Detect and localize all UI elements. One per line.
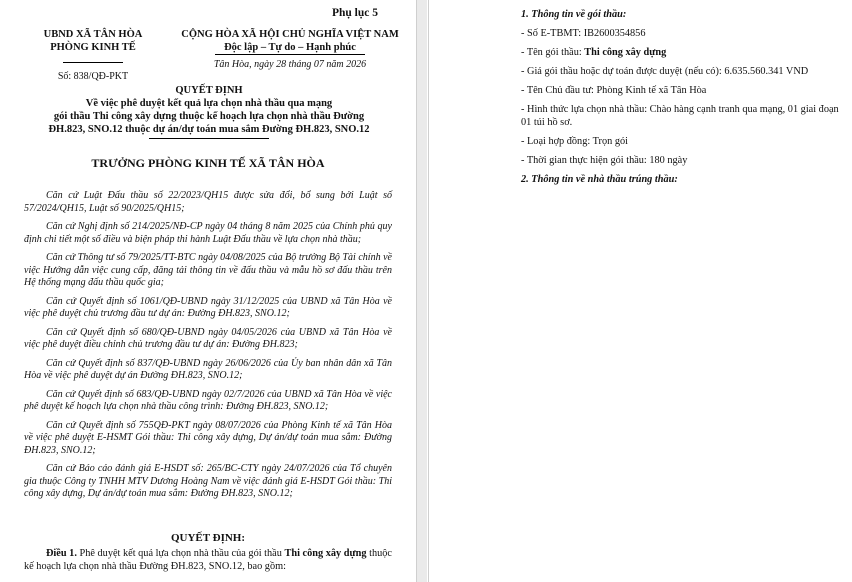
- document-date: Tân Hòa, ngày 28 tháng 07 năm 2026: [213, 59, 367, 70]
- article-1: [24, 547, 392, 573]
- page-separator: [417, 0, 427, 582]
- document-page-right: [428, 0, 852, 582]
- issuing-authority: TRƯỞNG PHÒNG KINH TẾ XÃ TÂN HÒA: [91, 156, 325, 170]
- selection-method: - Hình thức lựa chọn nhà thầu: Chào hàng cạnh tranh qua mạng, 01 giai đoạn 01 túi hồ sơ.: [521, 104, 839, 128]
- package-name-value: Thi công xây dựng: [584, 47, 667, 58]
- decision-subject-line-1: Về việc phê duyệt kết quả lựa chọn nhà thầu qua mạng: [85, 98, 333, 109]
- document-page-left: [0, 0, 417, 582]
- section-package-info-heading: 1. Thông tin về gói thầu:: [521, 9, 627, 20]
- article-1-text-a: Phê duyệt kết quả lựa chọn nhà thầu của gói thầu: [76, 548, 285, 559]
- motto-underline: [215, 54, 365, 55]
- package-name: [521, 46, 846, 59]
- legal-basis-item: Căn cứ Luật Đấu thầu số 22/2023/QH15 được sửa đổi, bổ sung bởi Luật số 57/2024/QH15, Luật số 90/2025/QH15;: [24, 190, 392, 214]
- tbmt-number: - Số E-TBMT: IB2600354856: [521, 28, 646, 39]
- decision-clause-heading: QUYẾT ĐỊNH:: [170, 532, 246, 544]
- execution-duration: - Thời gian thực hiện gói thầu: 180 ngày: [521, 155, 688, 166]
- legal-basis-item: Căn cứ Báo cáo đánh giá E-HSDT số: 265/BC-CTY ngày 24/07/2026 của Tổ chuyên gia thuộc Công ty TNHH MTV Dương Hoàng Nam về việc đánh giá E-HSDT Gói thầu: Thi công xây dựng, Dự án/dự toán mua sắm: Đường ĐH.823, SNO.12;: [24, 463, 392, 499]
- national-title: CỘNG HÒA XÃ HỘI CHỦ NGHĨA VIỆT NAM: [181, 29, 399, 40]
- legal-basis-item: Căn cứ Quyết định số 683/QĐ-UBND ngày 02/7/2026 của UBND xã Tân Hòa về việc phê duyệt kế hoạch lựa chọn nhà thầu công trình: Đường ĐH.823, SNO.12;: [24, 388, 392, 412]
- agency-line-1: UBND XÃ TÂN HÒA: [43, 29, 143, 40]
- legal-basis-item: Căn cứ Quyết định số 837/QĐ-UBND ngày 26/06/2026 của Ủy ban nhân dân xã Tân Hòa về việc phê duyệt dự án Đường ĐH.823, SNO.12;: [24, 357, 392, 381]
- legal-basis-item: Căn cứ Quyết định số 1061/QĐ-UBND ngày 31/12/2025 của UBND xã Tân Hòa về việc phê duyệt chủ trương đầu tư dự án: Đường ĐH.823, SNO.12;: [24, 295, 392, 319]
- decision-subject-line-2: gói thầu Thi công xây dựng thuộc kế hoạch lựa chọn nhà thầu Đường: [53, 111, 365, 122]
- package-price: - Giá gói thầu hoặc dự toán được duyệt (nếu có): 6.635.560.341 VND: [521, 66, 809, 77]
- article-1-label: Điều 1.: [46, 548, 77, 559]
- package-info: [521, 8, 846, 192]
- article-1-text-b: thuộc kế hoạch lựa chọn nhà thầu Đường ĐH.823, SNO.12, bao gồm:: [24, 548, 392, 572]
- issuing-agency-header: [28, 28, 158, 83]
- agency-line-2: PHÒNG KINH TẾ: [50, 42, 136, 53]
- package-name-label: - Tên gói thầu:: [521, 47, 585, 58]
- legal-basis-item: Căn cứ Nghị định số 214/2025/NĐ-CP ngày 04 tháng 8 năm 2025 của Chính phủ quy định chi tiết một số điều và biện pháp thi hành Luật Đấu thầu về lựa chọn nhà thầu;: [24, 221, 392, 245]
- appendix-label: Phụ lục 5: [331, 7, 378, 19]
- contract-type: - Loại hợp đồng: Trọn gói: [521, 136, 628, 147]
- legal-basis-item: Căn cứ Quyết định số 680/QĐ-UBND ngày 04/05/2026 của UBND xã Tân Hòa về việc phê duyệt điều chỉnh chủ trương đầu tư dự án: Đường ĐH.823;: [24, 326, 392, 350]
- section-winner-info-heading: 2. Thông tin về nhà thầu trúng thầu:: [521, 174, 678, 185]
- investor-name: - Tên Chủ đầu tư: Phòng Kinh tế xã Tân Hòa: [521, 85, 707, 96]
- legal-basis-item: Căn cứ Quyết định số 755QĐ-PKT ngày 08/07/2026 của Phòng Kinh tế xã Tân Hòa về việc phê duyệt E-HSMT Gói thầu: Thi công xây dựng, Dự án/dự toán mua sắm: Đường ĐH.823, SNO.12;: [24, 419, 392, 456]
- decision-heading: QUYẾT ĐỊNH: [175, 85, 243, 96]
- agency-underline: [63, 62, 123, 63]
- decision-title: [14, 84, 404, 139]
- legal-basis-item: Căn cứ Thông tư số 79/2025/TT-BTC ngày 04/08/2025 của Bộ trưởng Bộ Tài chính về việc Hướng dẫn việc cung cấp, đăng tải thông tin về đấu thầu và mẫu hồ sơ đấu thầu trên Hệ thống mạng đấu thầu quốc gia;: [24, 252, 392, 288]
- document-number: Số: 838/QĐ-PKT: [57, 71, 129, 82]
- legal-bases: [24, 190, 392, 507]
- national-motto: Độc lập – Tự do – Hạnh phúc: [224, 42, 356, 53]
- article-1-package: Thi công xây dựng: [284, 548, 367, 559]
- decision-subject-line-3: ĐH.823, SNO.12 thuộc dự án/dự toán mua sắm Đường ĐH.823, SNO.12: [48, 124, 370, 135]
- title-underline: [149, 138, 269, 139]
- national-header: [170, 28, 410, 71]
